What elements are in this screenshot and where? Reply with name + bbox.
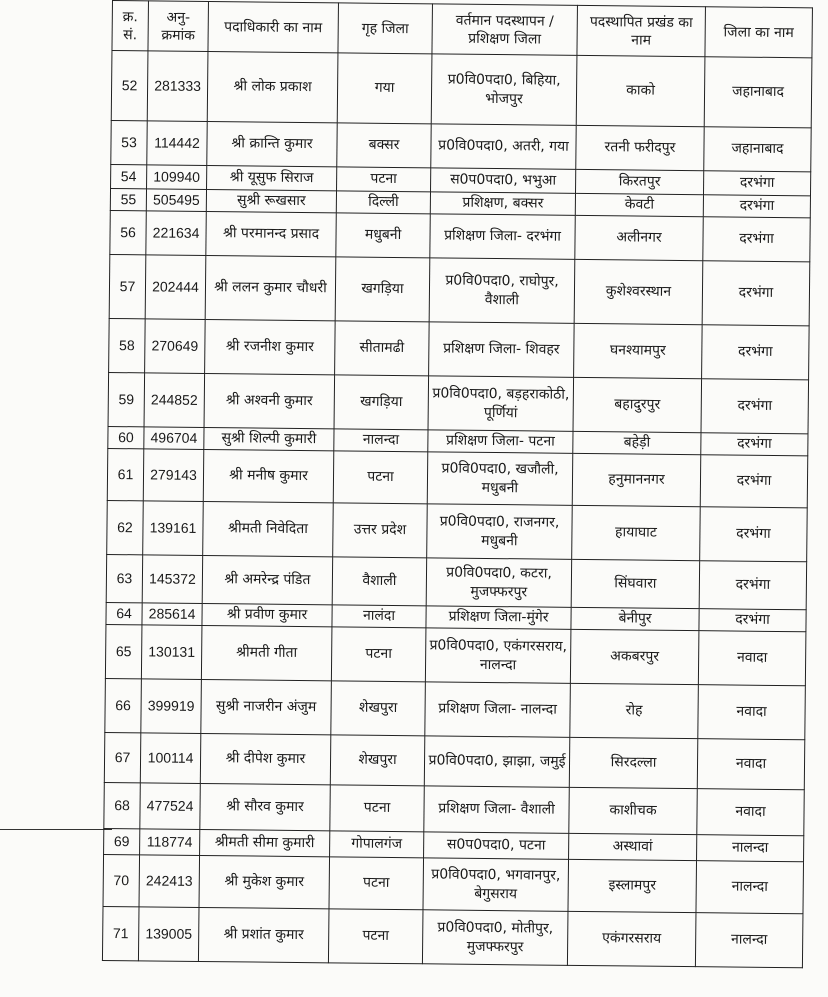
officer-name-cell: श्री लोक प्रकाश	[207, 52, 338, 123]
district-cell: नवादा	[698, 631, 806, 686]
current-posting-cell: प्र0वि0पदा0, एकंगरसराय, नालन्दा	[425, 628, 571, 684]
district-cell: दरभंगा	[702, 261, 810, 326]
table-row	[107, 500, 808, 561]
home-district-cell: मधुबनी	[336, 213, 430, 258]
home-district-cell: खगड़िया	[335, 257, 430, 322]
current-posting-cell: प्रशिक्षण जिला-मुंगेर	[426, 606, 571, 630]
officer-name-cell: श्री दीपेश कुमार	[200, 733, 331, 784]
home-district-cell: खगड़िया	[334, 375, 429, 430]
officer-name-cell: श्री मनीष कुमार	[203, 449, 334, 502]
roll-cell: 496704	[144, 427, 204, 450]
officer-name-cell: श्रीमती गीता	[201, 625, 332, 680]
serial-cell: 69	[104, 828, 140, 854]
block-cell: रोह	[570, 683, 699, 738]
district-cell: जहानाबाद	[704, 57, 812, 128]
officer-name-cell: श्री सौरव कुमार	[200, 783, 330, 830]
table-row	[108, 372, 809, 433]
roll-cell: 270649	[145, 319, 206, 374]
block-cell: रतनी फरीदपुर	[576, 125, 704, 170]
roll-cell: 145372	[142, 555, 202, 604]
current-posting-cell: प्रशिक्षण जिला- दरभंगा	[430, 214, 575, 260]
serial-cell: 54	[111, 164, 147, 188]
current-posting-cell: प्रशिक्षण, बक्सर	[430, 192, 575, 216]
table-row	[105, 624, 806, 685]
block-cell: इस्लामपुर	[568, 859, 697, 912]
current-posting-cell: प्र0वि0पदा0, खजौली, मधुबनी	[427, 452, 573, 506]
table-row	[102, 906, 803, 967]
district-cell: दरभंगा	[701, 379, 809, 434]
block-cell: बहादुरपुर	[573, 377, 702, 432]
current-posting-cell: प्र0वि0पदा0, झाझा, जमुई	[424, 736, 570, 788]
roll-cell: 139005	[138, 907, 199, 962]
block-cell: काशीचक	[569, 787, 697, 834]
home-district-cell: पटना	[330, 785, 424, 832]
serial-cell: 61	[107, 448, 144, 500]
district-cell: नवादा	[697, 789, 804, 836]
current-posting-cell: प्रशिक्षण जिला- शिवहर	[429, 322, 575, 378]
serial-cell: 53	[111, 120, 147, 164]
block-cell: कुशेश्वरस्थान	[574, 259, 703, 324]
roll-cell: 100114	[140, 733, 201, 784]
serial-cell: 59	[108, 372, 145, 426]
officer-name-cell: श्री ललन कुमार चौधरी	[205, 255, 336, 320]
officer-name-cell: श्री अमरेन्द्र पंडित	[202, 555, 332, 604]
roll-cell: 202444	[145, 255, 206, 320]
home-district-cell: नालंदा	[332, 605, 426, 628]
current-posting-cell: प्र0वि0पदा0, राजनगर, मधुबनी	[427, 504, 573, 560]
header-home-district: गृह जिला	[338, 3, 433, 54]
officer-name-cell: श्री रजनीश कुमार	[205, 319, 336, 374]
home-district-cell: उत्तर प्रदेश	[333, 503, 428, 558]
current-posting-cell: स0प0पदा0, पटना	[424, 832, 569, 860]
district-cell: नालन्दा	[695, 913, 803, 968]
officer-name-cell: सुश्री नाजरीन अंजुम	[201, 679, 332, 734]
district-cell: जहानाबाद	[704, 127, 811, 172]
header-district: जिला का नाम	[705, 7, 813, 58]
roll-cell: 279143	[143, 449, 204, 502]
officer-posting-table	[102, 0, 813, 968]
block-cell: हायाघाट	[572, 505, 701, 560]
current-posting-cell: प्र0वि0पदा0, बड़हराकोठी, पूर्णियां	[428, 376, 574, 432]
block-cell: बेनीपुर	[571, 607, 699, 630]
serial-cell: 52	[111, 51, 148, 121]
current-posting-cell: प्र0वि0पदा0, बिहिया, भोजपुर	[431, 54, 577, 126]
serial-cell: 55	[110, 188, 146, 210]
district-cell: नवादा	[697, 739, 805, 790]
serial-cell: 70	[103, 854, 140, 906]
serial-cell: 56	[110, 210, 146, 254]
officer-name-cell: श्री परमानन्द प्रसाद	[206, 211, 336, 256]
header-row	[112, 1, 812, 58]
roll-cell: 114442	[147, 121, 207, 166]
district-cell: नालन्दा	[696, 861, 804, 914]
serial-cell: 64	[106, 602, 142, 624]
roll-cell: 109940	[147, 165, 207, 190]
current-posting-cell: प्रशिक्षण जिला- पटना	[428, 430, 573, 454]
home-district-cell: पटना	[328, 909, 423, 964]
block-cell: अकबरपुर	[570, 629, 699, 684]
table-row	[109, 318, 810, 379]
header-serial: क्र. सं.	[112, 1, 149, 51]
block-cell: सिरदल्ला	[569, 737, 698, 788]
home-district-cell: पटना	[331, 627, 426, 682]
officer-name-cell: श्री प्रशांत कुमार	[198, 907, 329, 962]
header-block: पदस्थापित प्रखंड का नाम	[577, 5, 706, 56]
home-district-cell: नालन्दा	[334, 429, 428, 452]
header-roll: अनु- क्रमांक	[148, 1, 209, 52]
current-posting-cell: प्र0वि0पदा0, राघोपुर, वैशाली	[429, 258, 575, 324]
current-posting-cell: प्र0वि0पदा0, अतरी, गया	[431, 124, 576, 170]
table-row	[104, 732, 804, 789]
serial-cell: 65	[105, 624, 142, 678]
table-body	[102, 51, 811, 968]
home-district-cell: वैशाली	[332, 557, 426, 606]
home-district-cell: पटना	[333, 451, 428, 504]
current-posting-cell: स0प0पदा0, भभुआ	[431, 168, 576, 194]
serial-cell: 62	[107, 500, 144, 554]
roll-cell: 242413	[139, 855, 200, 908]
roll-cell: 505495	[146, 189, 206, 212]
district-cell: दरभंगा	[699, 609, 806, 632]
officer-name-cell: सुश्री शिल्पी कुमारी	[204, 427, 334, 450]
table-row	[110, 210, 810, 261]
district-cell: दरभंगा	[701, 433, 808, 456]
table-row	[104, 782, 804, 835]
block-cell: अस्थावां	[569, 833, 697, 860]
home-district-cell: गया	[337, 53, 432, 124]
home-district-cell: दिल्ली	[336, 191, 430, 214]
district-cell: दरभंगा	[700, 455, 808, 508]
roll-cell: 244852	[144, 373, 205, 428]
serial-cell: 60	[108, 426, 144, 448]
home-district-cell: शेखपुरा	[331, 681, 426, 736]
block-cell: अलीनगर	[575, 215, 703, 260]
block-cell: एकंगरसराय	[567, 911, 696, 966]
district-cell: दरभंगा	[703, 195, 810, 218]
table-row	[106, 554, 806, 609]
district-cell: दरभंगा	[699, 561, 806, 610]
roll-cell: 477524	[140, 783, 200, 830]
home-district-cell: बक्सर	[337, 123, 431, 168]
roll-cell: 221634	[146, 211, 206, 256]
district-cell: दरभंगा	[700, 507, 808, 562]
officer-name-cell: श्री यूसुफ सिराज	[207, 166, 337, 191]
header-name: पदाधिकारी का नाम	[208, 2, 339, 53]
officer-name-cell: सुश्री रूखसार	[206, 190, 336, 213]
block-cell: सिंघवारा	[571, 559, 699, 608]
officer-name-cell: श्रीमती सीमा कुमारी	[200, 829, 330, 856]
current-posting-cell: प्रशिक्षण जिला- नालन्दा	[425, 682, 571, 738]
serial-cell: 66	[105, 678, 142, 732]
block-cell: घनश्यामपुर	[574, 323, 703, 378]
roll-cell: 281333	[147, 51, 208, 122]
serial-cell: 58	[109, 318, 146, 372]
serial-cell: 68	[104, 782, 140, 828]
table-row	[111, 51, 812, 128]
block-cell: काको	[576, 55, 705, 126]
roll-cell: 130131	[141, 625, 202, 680]
table-row	[109, 254, 810, 325]
district-cell: नवादा	[698, 685, 806, 740]
table-row	[105, 678, 806, 739]
officer-name-cell: श्री प्रवीण कुमार	[202, 603, 332, 626]
officer-name-cell: श्री अश्वनी कुमार	[204, 373, 335, 428]
officer-name-cell: श्री मुकेश कुमार	[199, 855, 330, 908]
officer-name-cell: श्री क्रान्ति कुमार	[207, 122, 337, 167]
home-district-cell: पटना	[329, 857, 424, 910]
roll-cell: 285614	[142, 603, 202, 626]
home-district-cell: पटना	[337, 167, 431, 192]
serial-cell: 71	[102, 906, 139, 960]
home-district-cell: सीतामढी	[335, 321, 430, 376]
serial-cell: 57	[109, 254, 146, 318]
home-district-cell: शेखपुरा	[330, 735, 425, 786]
district-cell: दरभंगा	[703, 171, 810, 196]
margin-line	[0, 829, 112, 830]
officer-name-cell: श्रीमती निवेदिता	[203, 501, 334, 556]
table-row	[111, 120, 811, 171]
block-cell: किरतपुर	[576, 169, 704, 194]
roll-cell: 139161	[143, 501, 204, 556]
roll-cell: 399919	[141, 679, 202, 734]
serial-cell: 63	[106, 554, 143, 602]
block-cell: बहेड़ी	[573, 431, 701, 454]
district-cell: दरभंगा	[703, 217, 810, 262]
home-district-cell: गोपालगंज	[330, 831, 424, 858]
table-row	[107, 448, 808, 507]
header-current-posting: वर्तमान पदस्थापन / प्रशिक्षण जिला	[432, 4, 578, 56]
current-posting-cell: प्र0वि0पदा0, भगवानपुर, बेगुसराय	[423, 858, 569, 912]
current-posting-cell: प्र0वि0पदा0, मोतीपुर, मुजफ्फरपुर	[422, 910, 568, 966]
serial-cell: 67	[104, 732, 141, 782]
current-posting-cell: प्र0वि0पदा0, कटरा, मुजफ्फरपुर	[426, 558, 571, 608]
district-cell: दरभंगा	[702, 325, 810, 380]
block-cell: हनुमाननगर	[572, 453, 701, 506]
block-cell: केवटी	[575, 193, 703, 216]
district-cell: नालन्दा	[697, 835, 804, 862]
roll-cell: 118774	[140, 829, 200, 856]
current-posting-cell: प्रशिक्षण जिला- वैशाली	[424, 786, 569, 834]
table-row	[103, 854, 804, 913]
